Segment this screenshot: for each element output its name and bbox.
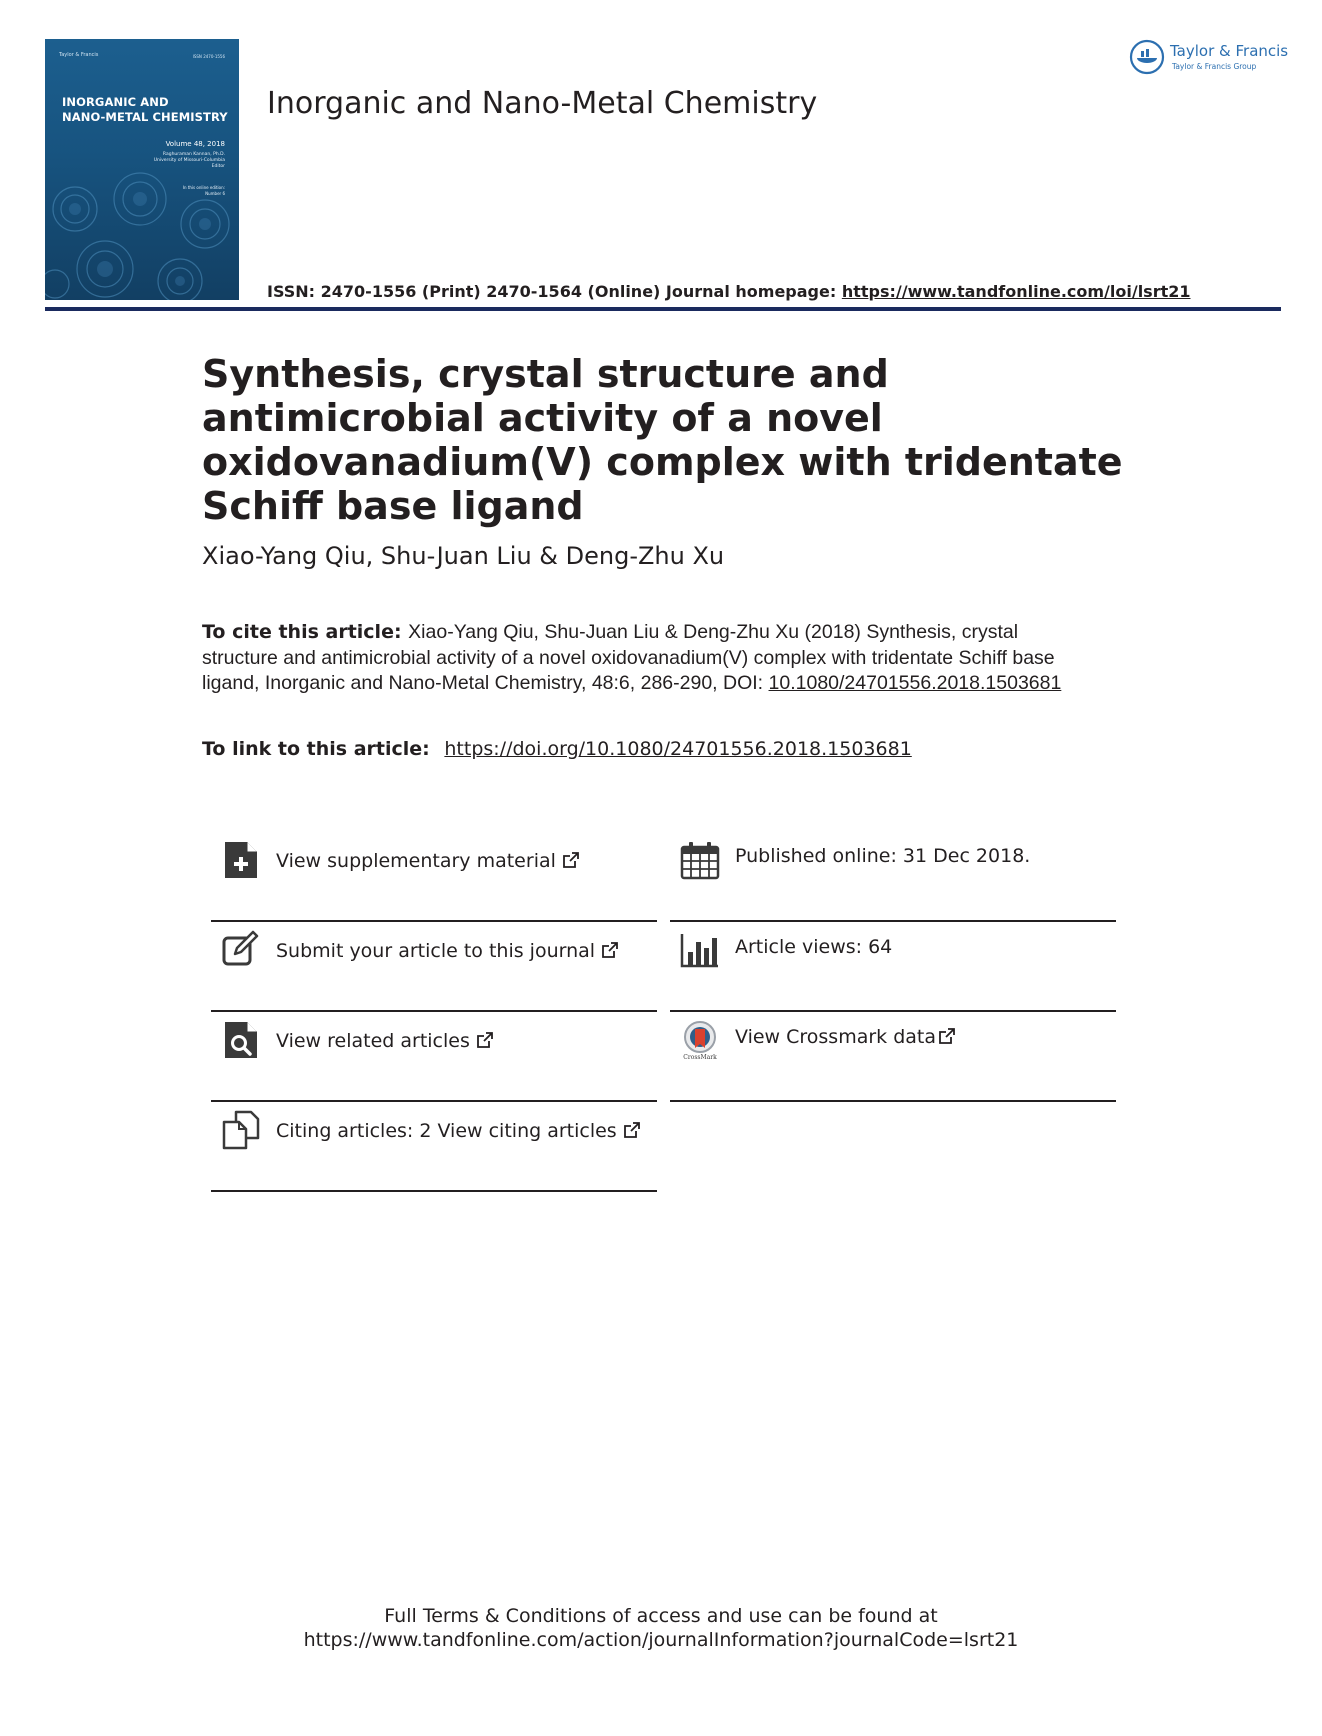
- citation-text: Xiao-Yang Qiu, Shu-Juan Liu & Deng-Zhu Xu (2018) Synthesis, crystal structure and antimicrobial activity of a novel oxidovanadium(V) complex with tridentate Schiff base ligand, Inorganic and Nano-Metal Chemistry, 48:6, 286-290, DOI:: [202, 621, 1055, 694]
- cover-publisher: Taylor & Francis: [59, 52, 99, 58]
- related-articles-link[interactable]: View related articles: [276, 1030, 470, 1052]
- crossmark-link[interactable]: View Crossmark data: [735, 1026, 937, 1048]
- issn-text: ISSN: 2470-1556 (Print) 2470-1564 (Online) Journal homepage:: [267, 282, 842, 301]
- external-link-icon: [623, 1121, 641, 1139]
- article-authors: Xiao-Yang Qiu, Shu-Juan Liu & Deng-Zhu Xu: [202, 542, 725, 570]
- published-online-cell: [670, 830, 1116, 922]
- journal-cover: [45, 39, 239, 300]
- crossmark-cell[interactable]: [670, 1010, 1116, 1102]
- citation-doi-link[interactable]: 10.1080/24701556.2018.1503681: [768, 672, 1062, 694]
- edit-icon: [221, 930, 261, 970]
- article-link-label: To link to this article:: [202, 738, 437, 760]
- citing-articles-link[interactable]: Citing articles: 2 View citing articles: [276, 1120, 617, 1142]
- cover-editor: Raghuraman Kannan, Ph.D. University of Missouri-Columbia Editor: [153, 152, 225, 169]
- publisher-group: Taylor & Francis Group: [1172, 62, 1257, 71]
- journal-homepage-link[interactable]: https://www.tandfonline.com/loi/lsrt21: [841, 282, 1191, 301]
- cover-nanoparticle-art: [45, 169, 239, 300]
- copy-documents-icon: [221, 1110, 261, 1150]
- cover-volume: Volume 48, 2018: [165, 140, 225, 148]
- journal-title: Inorganic and Nano-Metal Chemistry: [267, 86, 818, 121]
- article-link-row: [202, 738, 912, 760]
- external-link-icon: [476, 1031, 494, 1049]
- footer: [0, 1604, 1322, 1652]
- add-file-icon: [221, 840, 261, 880]
- supplementary-material-link[interactable]: View supplementary material: [276, 850, 556, 872]
- external-link-icon: [562, 851, 580, 869]
- cover-issn: ISSN 2470-1556: [192, 54, 225, 59]
- external-link-icon: [938, 1027, 956, 1045]
- submit-article-link[interactable]: Submit your article to this journal: [276, 940, 596, 962]
- crossmark-icon: [680, 1020, 720, 1060]
- article-title: Synthesis, crystal structure and antimicrobial activity of a novel oxidovanadium(V) complex with tridentate Schiff base ligand: [202, 352, 1123, 528]
- article-doi-link[interactable]: https://doi.org/10.1080/24701556.2018.1503681: [444, 738, 912, 760]
- external-link-icon: [601, 941, 619, 959]
- related-articles-cell[interactable]: [211, 1010, 657, 1102]
- header-rule: [45, 307, 1281, 311]
- issn-line: [267, 282, 1191, 301]
- bar-chart-icon: [680, 930, 720, 970]
- taylor-francis-logo-icon[interactable]: [1128, 38, 1166, 76]
- citing-articles-cell[interactable]: [211, 1100, 657, 1192]
- citation: [202, 620, 1062, 697]
- article-views-text: Article views: 64: [735, 936, 893, 958]
- supplementary-material-cell[interactable]: [211, 830, 657, 922]
- crossmark-logo-text: CrossMark: [683, 1054, 717, 1060]
- publisher-name[interactable]: Taylor & Francis: [1170, 42, 1289, 60]
- search-document-icon: [221, 1020, 261, 1060]
- citation-label: To cite this article:: [202, 621, 409, 643]
- article-views-cell: [670, 920, 1116, 1012]
- footer-terms-text: Full Terms & Conditions of access and use can be found at: [384, 1605, 938, 1627]
- submit-article-cell[interactable]: [211, 920, 657, 1012]
- footer-terms-link[interactable]: https://www.tandfonline.com/action/journalInformation?journalCode=lsrt21: [303, 1629, 1019, 1651]
- cover-issue: In this online edition: Number 6: [182, 185, 225, 196]
- cover-title: INORGANIC AND NANO-METAL CHEMISTRY: [62, 95, 228, 124]
- published-online-text: Published online: 31 Dec 2018.: [735, 845, 1031, 867]
- calendar-icon: [680, 840, 720, 880]
